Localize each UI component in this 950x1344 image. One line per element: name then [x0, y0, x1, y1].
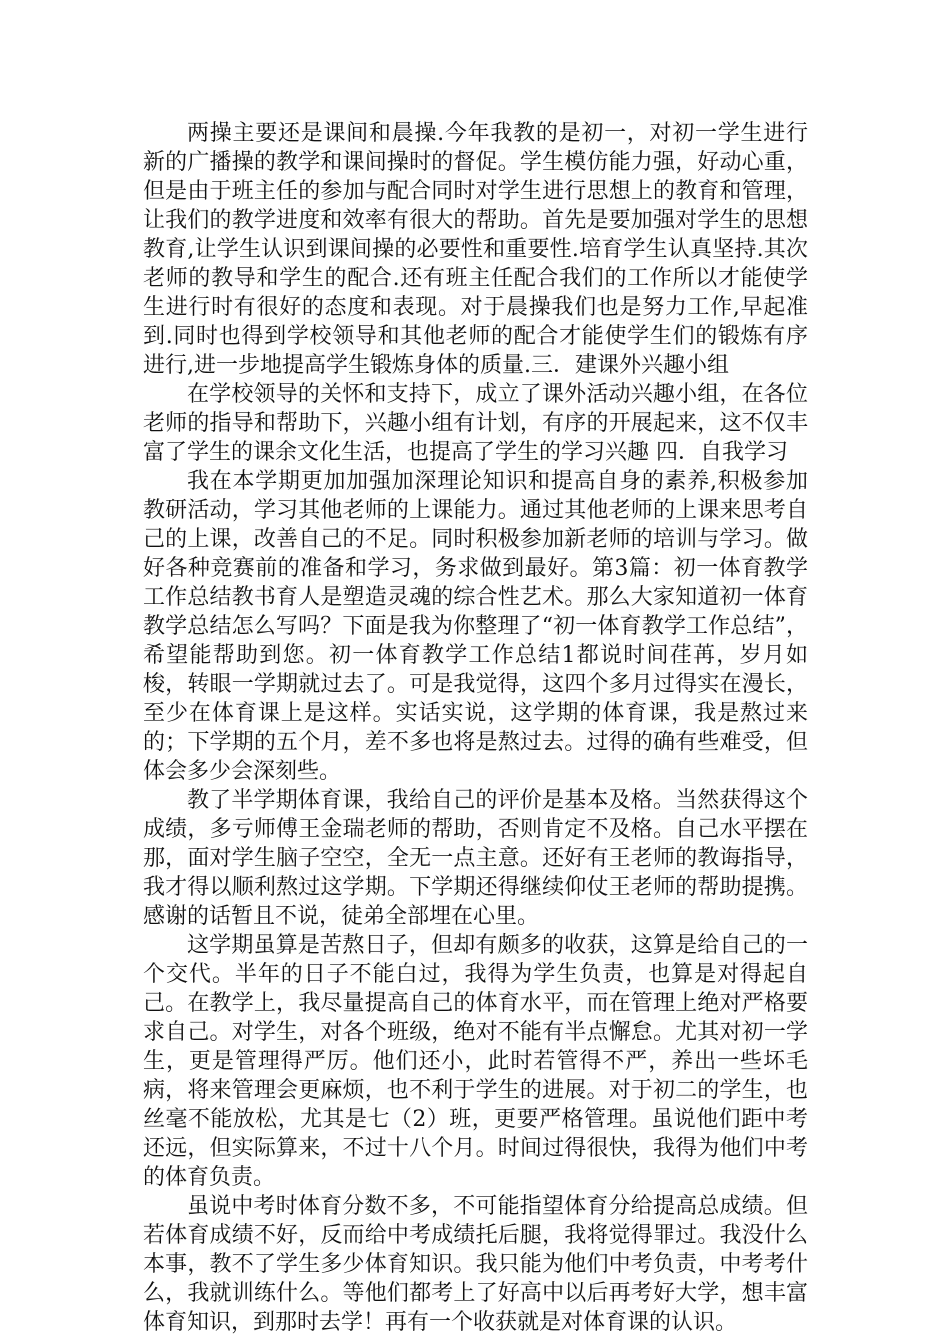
- paragraph-interest-group: 在学校领导的关怀和支持下，成立了课外活动兴趣小组，在各位老师的指导和帮助下，兴趣小组有计划，有序的开展起来，这不仅丰富了学生的课余文化生活，也提高了学生的学习兴趣 四．自我学习: [143, 382, 808, 465]
- paragraph-morning-exercise: 两操主要还是课间和晨操.今年我教的是初一，对初一学生进行新的广播操的教学和课间操时的督促。学生模仿能力强，好动心重，但是由于班主任的参加与配合同时对学生进行思想上的教育和管理，让我们的教学进度和效率有很大的帮助。首先是要加强对学生的思想教育,让学生认识到课间操的必要性和重要性.培育学生认真坚持.其次老师的教导和学生的配合.还有班主任配合我们的工作所以才能使学生进行时有很好的态度和表现。对于晨操我们也是努力工作,早起准到.同时也得到学校领导和其他老师的配合才能使学生们的锻炼有序进行,进一步地提高学生锻炼身体的质量.三．建课外兴趣小组: [143, 121, 808, 378]
- paragraph-evaluation: 教了半学期体育课，我给自己的评价是基本及格。当然获得这个成绩，多亏师傅王金瑞老师的帮助，否则肯定不及格。自己水平摆在那，面对学生脑子空空，全无一点主意。还好有王老师的教诲指导，我才得以顺利熬过这学期。下学期还得继续仰仗王老师的帮助提携。感谢的话暂且不说，徒弟全部埋在心里。: [143, 788, 808, 929]
- document-body: [143, 119, 808, 1337]
- paragraph-exam-responsibility: 虽说中考时体育分数不多，不可能指望体育分给提高总成绩。但若体育成绩不好，反而给中考成绩托后腿，我将觉得罪过。我没什么本事，教不了学生多少体育知识。我只能为他们中考负责，中考考什么，我就训练什么。等他们都考上了好高中以后再考好大学，想丰富体育知识，到那时去学！再有一个收获就是对体育课的认识。: [143, 1194, 808, 1335]
- paragraph-self-study: 我在本学期更加加强加深理论知识和提高自身的素养,积极参加教研活动，学习其他老师的上课能力。通过其他老师的上课来思考自己的上课，改善自己的不足。同时积极参加新老师的培训与学习。做好各种竞赛前的准备和学习，务求做到最好。第3篇：初一体育教学工作总结教书育人是塑造灵魂的综合性艺术。那么大家知道初一体育教学总结怎么写吗？下面是我为你整理了“初一体育教学工作总结”，希望能帮助到您。初一体育教学工作总结1都说时间荏苒，岁月如梭，转眼一学期就过去了。可是我觉得，这四个多月过得实在漫长，至少在体育课上是这样。实话实说，这学期的体育课，我是熬过来的；下学期的五个月，差不多也将是熬过去。过得的确有些难受，但体会多少会深刻些。: [143, 469, 808, 784]
- paragraph-harvest: 这学期虽算是苦熬日子，但却有颇多的收获，这算是给自己的一个交代。半年的日子不能白过，我得为学生负责，也算是对得起自己。在教学上，我尽量提高自己的体育水平，而在管理上绝对严格要求自己。对学生，对各个班级，绝对不能有半点懈怠。尤其对初一学生，更是管理得严厉。他们还小，此时若管得不严，养出一些坏毛病，将来管理会更麻烦，也不利于学生的进展。对于初二的学生，也丝毫不能放松，尤其是七（2）班，更要严格管理。虽说他们距中考还远，但实际算来，不过十八个月。时间过得很快，我得为他们中考的体育负责。: [143, 933, 808, 1190]
